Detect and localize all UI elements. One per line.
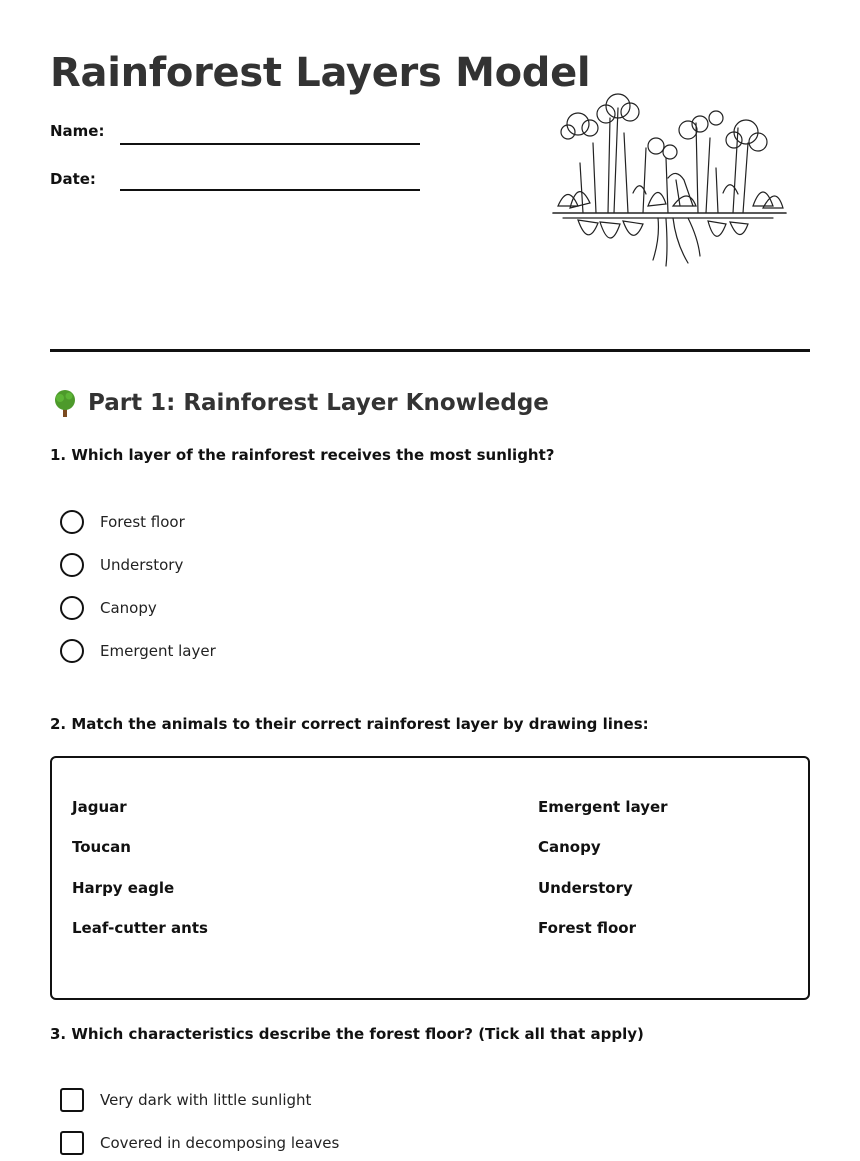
date-line[interactable] bbox=[120, 189, 420, 191]
option-label: Understory bbox=[100, 556, 184, 574]
checkbox[interactable] bbox=[60, 1088, 84, 1112]
layer-understory[interactable]: Understory bbox=[538, 879, 633, 897]
layer-canopy[interactable]: Canopy bbox=[538, 838, 601, 856]
checkbox[interactable] bbox=[60, 1131, 84, 1155]
q3-option-very-dark[interactable] bbox=[60, 1088, 311, 1112]
radio-button[interactable] bbox=[60, 553, 84, 577]
animal-leaf-cutter-ants[interactable]: Leaf-cutter ants bbox=[72, 919, 208, 937]
header-divider bbox=[50, 349, 810, 352]
option-label: Canopy bbox=[100, 599, 157, 617]
part1-title: Part 1: Rainforest Layer Knowledge bbox=[88, 390, 549, 416]
name-label: Name: bbox=[50, 122, 105, 140]
animal-toucan[interactable]: Toucan bbox=[72, 838, 131, 856]
question-1: 1. Which layer of the rainforest receives the most sunlight? bbox=[50, 446, 555, 464]
question-2: 2. Match the animals to their correct rainforest layer by drawing lines: bbox=[50, 715, 649, 733]
tree-icon bbox=[50, 388, 80, 418]
option-label: Forest floor bbox=[100, 513, 185, 531]
layer-forest-floor[interactable]: Forest floor bbox=[538, 919, 636, 937]
part1-heading bbox=[50, 388, 549, 418]
matching-box[interactable] bbox=[50, 756, 810, 1000]
rainforest-illustration bbox=[548, 88, 788, 268]
radio-button[interactable] bbox=[60, 639, 84, 663]
q3-option-decomposing-leaves[interactable] bbox=[60, 1131, 339, 1155]
option-label: Emergent layer bbox=[100, 642, 216, 660]
question-3: 3. Which characteristics describe the forest floor? (Tick all that apply) bbox=[50, 1025, 644, 1043]
option-label: Covered in decomposing leaves bbox=[100, 1134, 340, 1152]
option-label: Very dark with little sunlight bbox=[100, 1091, 312, 1109]
q1-option-canopy[interactable] bbox=[60, 596, 157, 620]
animal-harpy-eagle[interactable]: Harpy eagle bbox=[72, 879, 175, 897]
layer-emergent[interactable]: Emergent layer bbox=[538, 798, 668, 816]
radio-button[interactable] bbox=[60, 596, 84, 620]
worksheet-title: Rainforest Layers Model bbox=[50, 50, 591, 96]
radio-button[interactable] bbox=[60, 510, 84, 534]
name-line[interactable] bbox=[120, 143, 420, 145]
q1-option-emergent[interactable] bbox=[60, 639, 216, 663]
animal-jaguar[interactable]: Jaguar bbox=[72, 798, 127, 816]
q1-option-forest-floor[interactable] bbox=[60, 510, 185, 534]
date-label: Date: bbox=[50, 170, 96, 188]
q1-option-understory[interactable] bbox=[60, 553, 183, 577]
